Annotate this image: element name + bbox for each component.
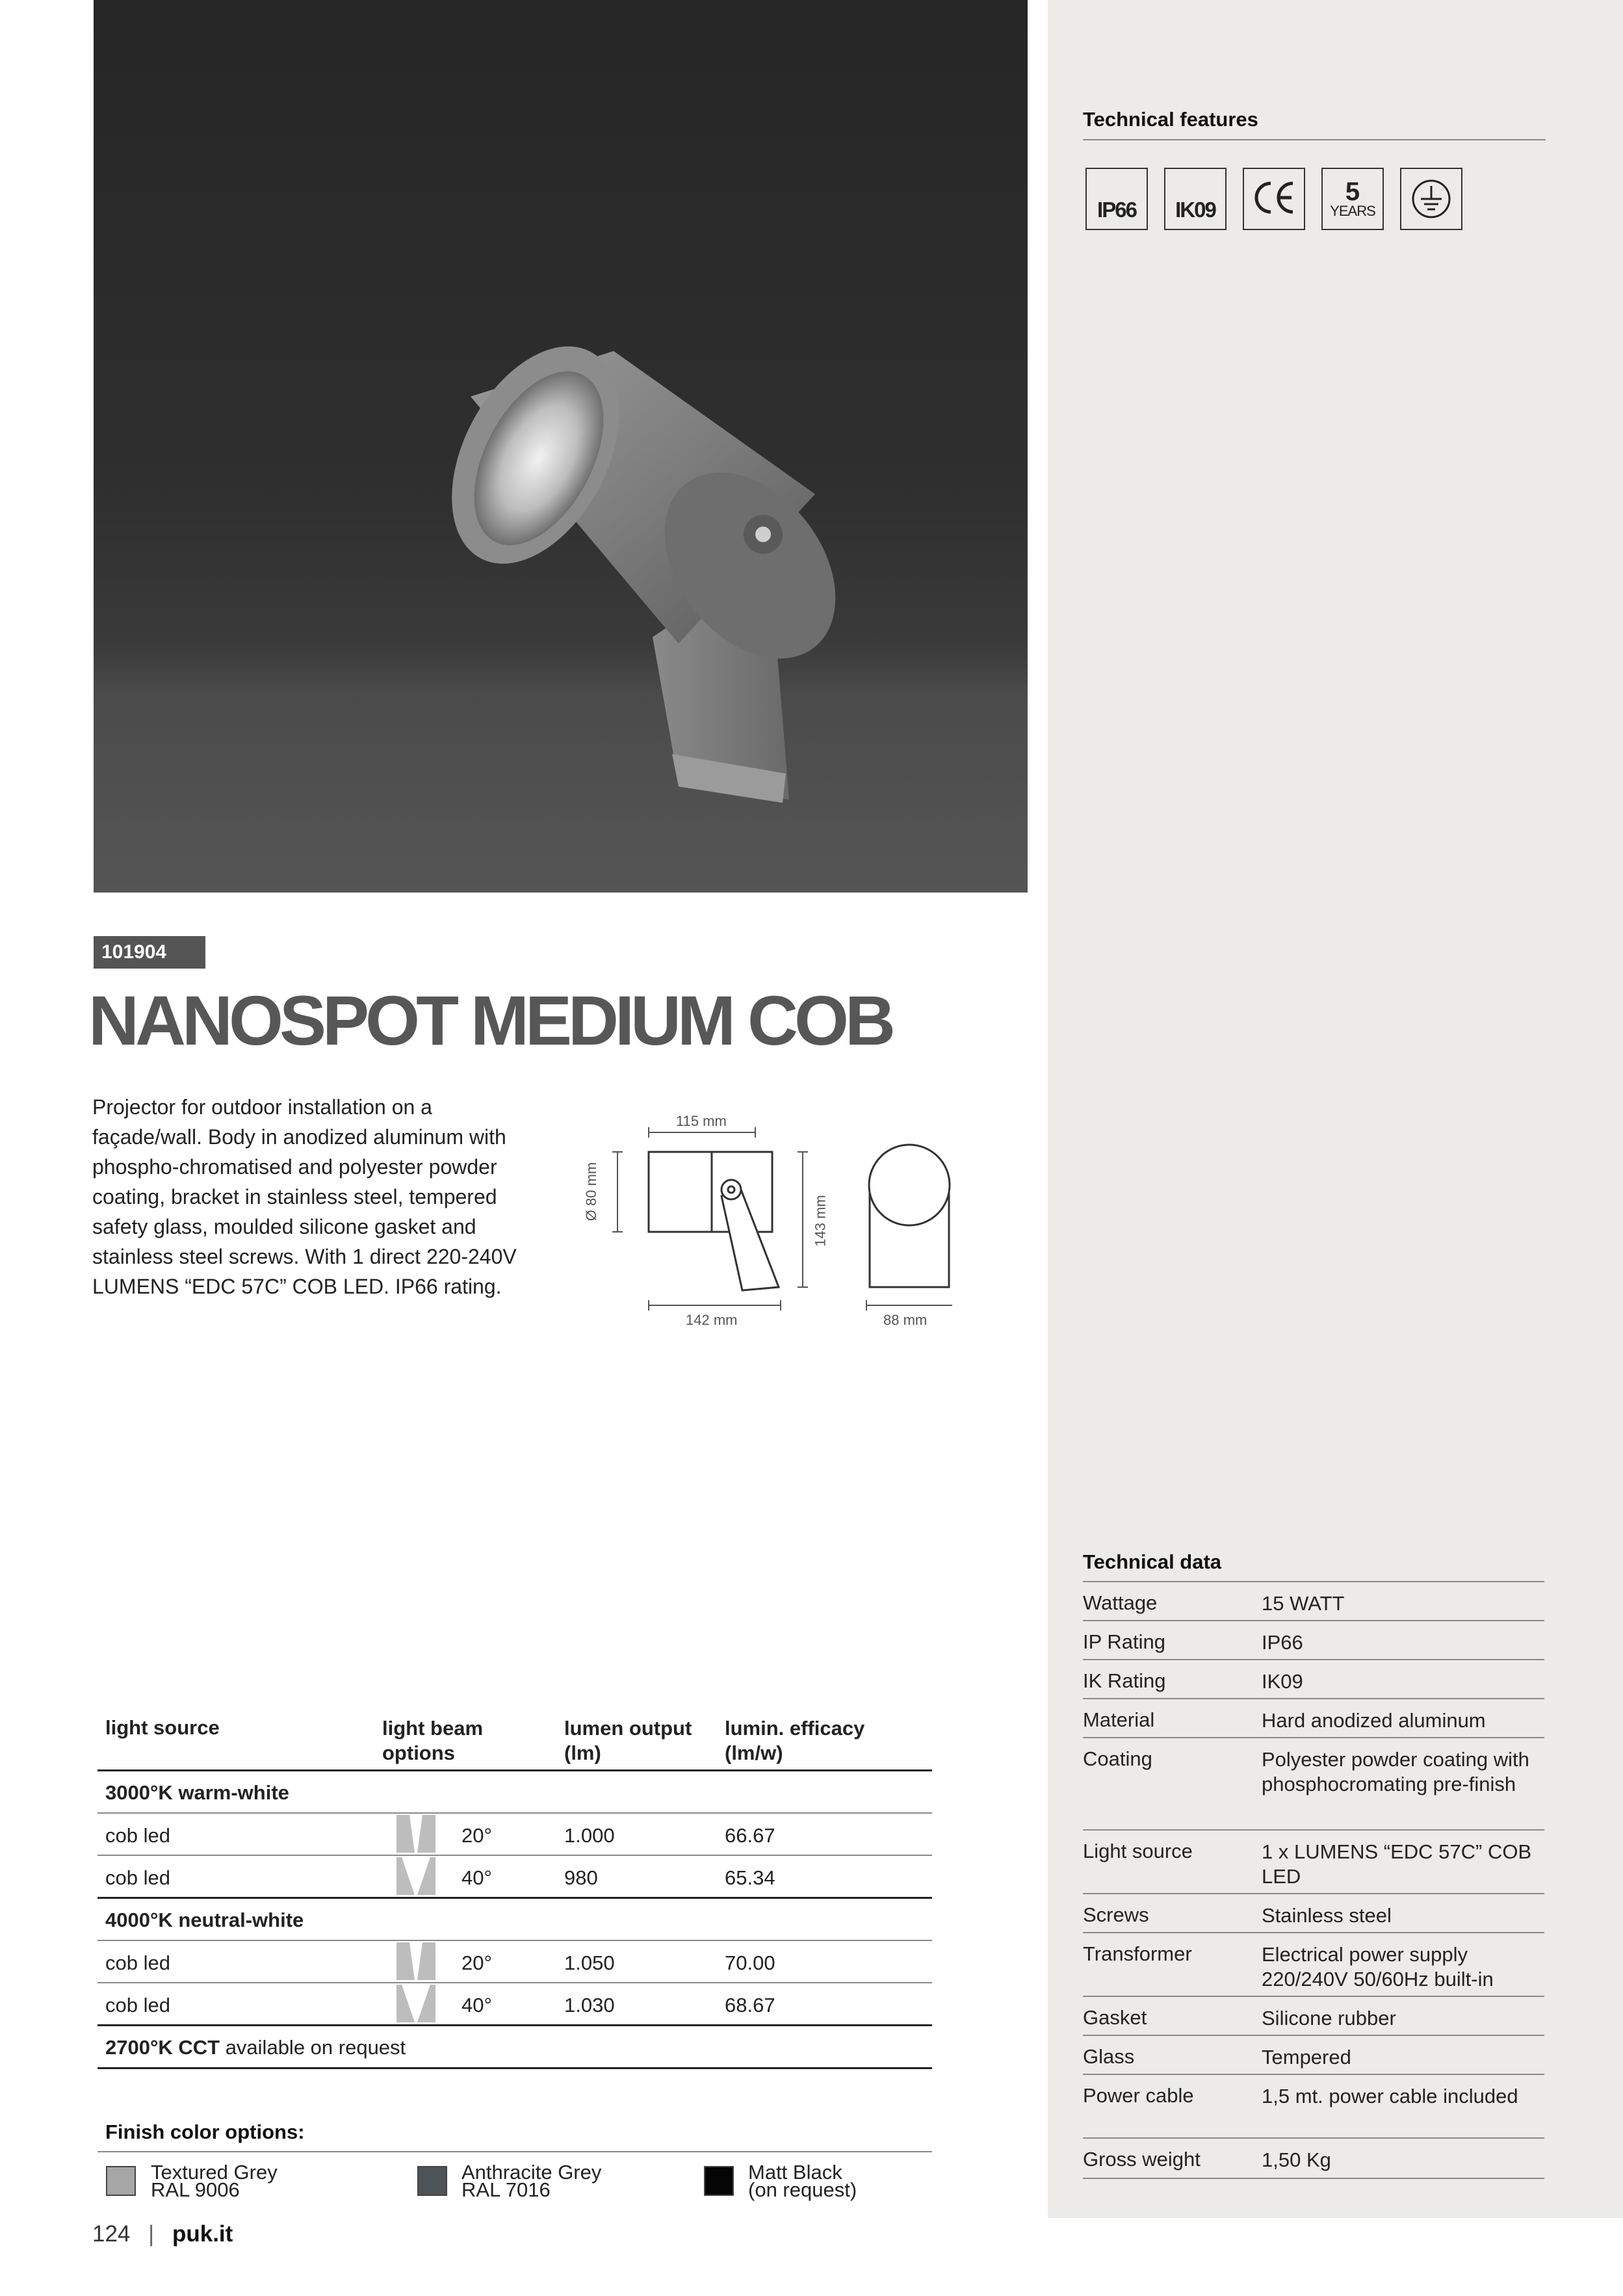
light-table-header [97, 1716, 932, 1768]
table-rule [97, 1897, 932, 1899]
table-row: cob led 20° 1.050 70.00 [97, 1951, 932, 1977]
finish-option-textured-grey: Textured Grey RAL 9006 [151, 2161, 278, 2201]
dim-width-top: 115 mm [676, 1113, 727, 1129]
page-number: 124 [92, 2221, 131, 2247]
group-title-3000k: 3000°K warm-white [105, 1781, 289, 1804]
technical-data-heading: Technical data [1083, 1550, 1222, 1573]
product-title: NANOSPOT MEDIUM COB [88, 981, 892, 1060]
tech-row-power-cable: Power cable 1,5 mt. power cable included [1083, 2075, 1544, 2139]
beam-wide-icon [396, 1857, 435, 1895]
col-light-source: light source [105, 1716, 220, 1739]
tech-row-gasket: Gasket Silicone rubber [1083, 1997, 1544, 2036]
finish-heading: Finish color options: [105, 2120, 305, 2143]
dimension-drawing [583, 1105, 952, 1339]
swatch-textured-grey [106, 2166, 136, 2196]
ground-symbol-icon [1400, 168, 1462, 230]
dimension-lines [588, 1105, 952, 1339]
tech-row-material: Material Hard anodized aluminum [1083, 1699, 1544, 1738]
ce-mark-icon [1243, 168, 1305, 230]
table-row: cob led 40° 1.030 68.67 [97, 1994, 932, 2020]
tech-row-gross-weight: Gross weight 1,50 Kg [1083, 2139, 1544, 2179]
finish-option-matt-black: Matt Black (on request) [748, 2161, 857, 2201]
tech-row-light-source: Light source 1 x LUMENS “EDC 57C” COB LED [1083, 1831, 1544, 1894]
table-row: cob led 20° 1.000 66.67 [97, 1824, 932, 1850]
technical-features-heading: Technical features [1083, 108, 1258, 131]
table-rule [97, 1812, 932, 1814]
product-code-badge: 101904 [94, 936, 205, 969]
tech-row-screws: Screws Stainless steel [1083, 1894, 1544, 1933]
ik09-icon: IK09 [1164, 168, 1227, 230]
site-link[interactable]: puk.it [172, 2221, 233, 2247]
tech-row-ik-rating: IK Rating IK09 [1083, 1660, 1544, 1699]
tech-row-coating: Coating Polyester powder coating with phosphocromating pre-finish [1083, 1738, 1544, 1831]
group-title-4000k: 4000°K neutral-white [105, 1909, 304, 1931]
page-footer [92, 2221, 233, 2247]
warranty-icon: 5 YEARS [1321, 168, 1384, 230]
table-rule [97, 1855, 932, 1856]
swatch-matt-black [704, 2166, 734, 2196]
ip66-icon: IP66 [1085, 168, 1148, 230]
product-photo [94, 0, 1028, 893]
beam-wide-icon [396, 1985, 435, 2022]
table-rule [97, 2067, 932, 2069]
tech-row-ip-rating: IP Rating IP66 [1083, 1621, 1544, 1660]
dim-height: 143 mm [812, 1195, 829, 1247]
beam-narrow-icon [396, 1942, 435, 1980]
tech-row-transformer: Transformer Electrical power supply 220/240V 50/60Hz built-in [1083, 1933, 1544, 1997]
dim-diameter: Ø 80 mm [583, 1162, 600, 1221]
footer-separator: | [148, 2221, 155, 2247]
beam-narrow-icon [396, 1815, 435, 1853]
finish-option-anthracite-grey: Anthracite Grey RAL 7016 [461, 2161, 602, 2201]
cct-note: 2700°K CCT available on request [105, 2036, 406, 2059]
table-row: cob led 40° 980 65.34 [97, 1866, 932, 1892]
tech-row-glass: Glass Tempered [1083, 2036, 1544, 2075]
tech-row-wattage: Wattage 15 WATT [1083, 1582, 1544, 1621]
table-rule [97, 1982, 932, 1983]
technical-features-rule [1083, 139, 1546, 140]
col-light-beam: light beam options [382, 1717, 484, 1764]
finish-rule [97, 2151, 932, 2152]
col-lumen-output: lumen output (lm) [564, 1717, 692, 1764]
dim-length: 142 mm [686, 1312, 738, 1328]
swatch-anthracite-grey [417, 2166, 447, 2196]
table-rule [97, 2024, 932, 2026]
product-description: Projector for outdoor installation on a façade/wall. Body in anodized aluminum with phospho-chromatised and polyester powder coating, bracket in stainless steel, tempered safety glass, moulded silicone gasket and stainless steel screws. With 1 direct 220-240V LUMENS “EDC 57C” COB LED. IP66 rating. [92, 1095, 517, 1298]
col-lumin-efficacy: lumin. efficacy (lm/w) [725, 1717, 865, 1764]
table-rule [97, 1940, 932, 1941]
table-rule [97, 1769, 932, 1771]
dim-depth: 88 mm [883, 1312, 928, 1328]
